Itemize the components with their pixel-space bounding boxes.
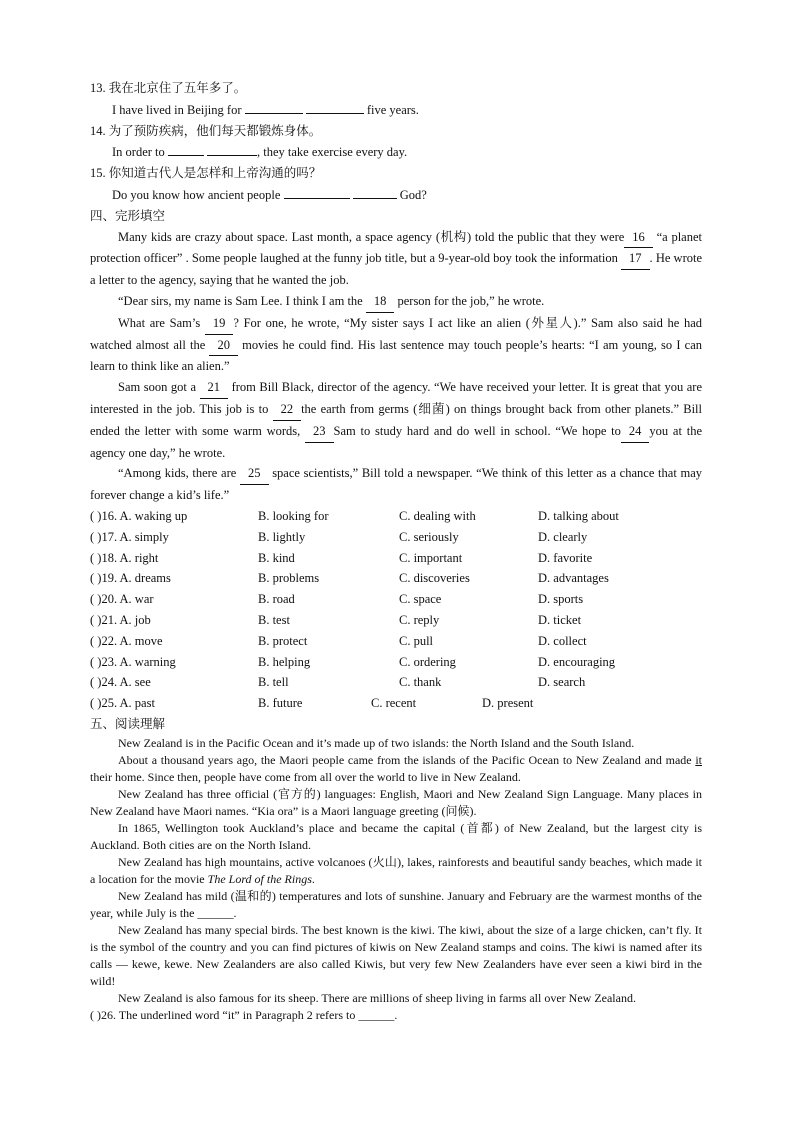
question-14-zh: 14. 为了预防疾病，他们每天都锻炼身体。 — [90, 123, 322, 138]
option-row-18[interactable]: ( )18. A. right B. kind C. important D. favorite — [90, 550, 593, 565]
reading-paragraph-5: New Zealand has high mountains, active volcanoes (火山), lakes, rainforests and beautiful sandy beaches, which made it a location for the movie The Lord of the Rings. — [90, 854, 702, 886]
movie-title: The Lord of the Rings — [207, 871, 312, 886]
reading-paragraph-1: New Zealand is in the Pacific Ocean and it’s made up of two islands: the North Island and the South Island. — [118, 735, 635, 750]
question-13-zh: 13. 我在北京住了五年多了。 — [90, 81, 247, 95]
option-row-22[interactable]: ( )22. A. move B. protect C. pull D. collect — [90, 633, 587, 648]
option-row-21[interactable]: ( )21. A. job B. test C. reply D. ticket — [90, 612, 582, 627]
cloze-paragraph-3: What are Sam’s 19 ? For one, he wrote, “My sister says I act like an alien (外星人).” Sam also said he had watched almost all the 20 movies he could find. His last sentence may touch people’s hearts: “I am young, so I can learn to think like an alien.” — [90, 313, 702, 377]
cloze-blank-23[interactable]: 23 — [305, 421, 334, 443]
underlined-word: it — [695, 752, 702, 767]
translation-section — [90, 78, 702, 206]
reading-paragraph-8: New Zealand is also famous for its sheep. There are millions of sheep living in farms all over New Zealand. — [118, 990, 636, 1005]
cloze-paragraph-1: Many kids are crazy about space. Last month, a space agency (机构) told the public that they were 16 “a planet protection officer” . Some people laughed at the funny job title, but a 9-year-old boy took the information 17 . He wrote a letter to the agency, saying that he wanted the job. — [90, 227, 702, 291]
cloze-blank-17[interactable]: 17 — [621, 248, 650, 270]
question-13-en: I have lived in Beijing for five years. — [90, 99, 702, 121]
reading-paragraph-3: New Zealand has three official (官方的) languages: English, Maori and New Zealand Sign Language. Many places in New Zealand have Maori names. “Kia ora” is a Maori language greeting (问候). — [90, 786, 702, 818]
reading-paragraph-2: About a thousand years ago, the Maori people came from the islands of the Pacific Ocean to New Zealand and made it their home. Since then, people have come from all over the world to live in New Zealand. — [90, 752, 702, 784]
answer-blank[interactable] — [306, 99, 364, 114]
option-row-24[interactable]: ( )24. A. see B. tell C. thank D. search — [90, 675, 586, 690]
cloze-blank-18[interactable]: 18 — [366, 291, 395, 313]
answer-blank[interactable] — [284, 184, 350, 199]
cloze-blank-20[interactable]: 20 — [209, 335, 238, 357]
cloze-options — [90, 506, 702, 714]
question-15-en: Do you know how ancient people God? — [90, 184, 702, 206]
answer-blank[interactable] — [245, 99, 303, 114]
reading-paragraph-4: In 1865, Wellington took Auckland’s place and became the capital (首都) of New Zealand, but the largest city is Auckland. Both cities are on the North Island. — [90, 820, 702, 852]
cloze-blank-25[interactable]: 25 — [240, 463, 269, 485]
cloze-blank-21[interactable]: 21 — [200, 377, 229, 399]
option-row-16[interactable]: ( )16. A. waking up B. looking for C. dealing with D. talking about — [90, 508, 619, 523]
question-15-zh: 15. 你知道古代人是怎样和上帝沟通的吗？ — [90, 166, 322, 181]
reading-paragraph-6: New Zealand has mild (温和的) temperatures and lots of sunshine. January and February are the warmest months of the year, while July is the ______. — [90, 888, 702, 920]
question-26[interactable]: ( )26. The underlined word “it” in Paragraph 2 refers to ______. — [90, 1007, 398, 1022]
cloze-passage — [90, 227, 702, 506]
option-row-23[interactable]: ( )23. A. warning B. helping C. ordering D. encouraging — [90, 654, 616, 669]
cloze-paragraph-4: Sam soon got a 21 from Bill Black, director of the agency. “We have received your letter. It is great that you are interested in the job. This job is to 22 the earth from germs (细菌) on things brought back from other planets.” Bill ended the letter with some warm words, 23 Sam to study hard and do well in school. “We hope to 24 you at the agency one day,” he wrote. — [90, 377, 702, 463]
cloze-blank-16[interactable]: 16 — [624, 227, 653, 249]
reading-paragraph-7: New Zealand has many special birds. The best known is the kiwi. The kiwi, about the size of a large chicken, can’t fly. It is the symbol of the country and you can find pictures of kiwis on New Zealand stamps and coins. The kiwi is named after its calls — kewe, kewe. New Zealanders are also called Kiwis, but very few New Zealanders have ever seen a kiwi bird in the wild! — [90, 922, 702, 988]
answer-blank[interactable] — [353, 184, 397, 199]
option-row-19[interactable]: ( )19. A. dreams B. problems C. discoveries D. advantages — [90, 571, 609, 586]
option-row-20[interactable]: ( )20. A. war B. road C. space D. sports — [90, 592, 584, 607]
option-row-17[interactable]: ( )17. A. simply B. lightly C. seriously D. clearly — [90, 529, 588, 544]
reading-heading: 五、阅读理解 — [90, 716, 166, 731]
cloze-blank-22[interactable]: 22 — [273, 399, 302, 421]
cloze-paragraph-2: “Dear sirs, my name is Sam Lee. I think I am the 18 person for the job,” he wrote. — [90, 291, 702, 313]
reading-passage — [90, 735, 702, 1007]
question-14-en: In order to , they take exercise every day. — [90, 141, 702, 163]
cloze-blank-24[interactable]: 24 — [621, 421, 650, 443]
cloze-heading: 四、完形填空 — [90, 208, 166, 223]
answer-blank[interactable] — [168, 141, 204, 156]
cloze-paragraph-5: “Among kids, there are 25 space scientists,” Bill told a newspaper. “We think of this letter as a chance that may forever change a kid’s life.” — [90, 463, 702, 506]
option-row-25[interactable]: ( )25. A. past B. future C. recent D. present — [90, 696, 534, 711]
worksheet-page — [90, 78, 702, 1024]
cloze-blank-19[interactable]: 19 — [205, 313, 234, 335]
answer-blank[interactable] — [207, 141, 257, 156]
